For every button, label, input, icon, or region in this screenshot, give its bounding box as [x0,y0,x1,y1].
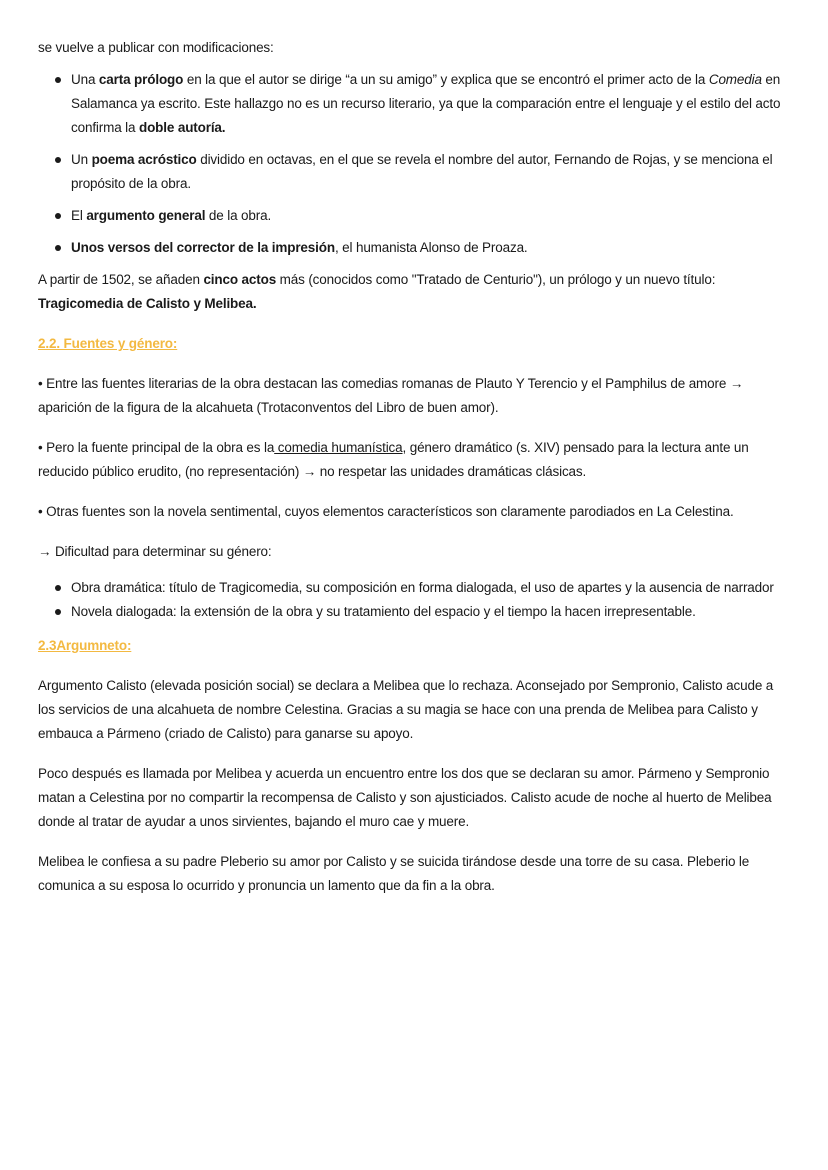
italic-run: Comedia [708,72,762,87]
paragraph-fuentes-3: • Otras fuentes son la novela sentimental, cuyos elementos característicos son claramente parodiados en La Celestina. [38,504,734,519]
text-run: • Pero la fuente principal de la obra es la [38,440,275,455]
intro-line: se vuelve a publicar con modificaciones: [38,40,274,55]
list-item [71,68,790,140]
bold-run: carta prólogo [98,72,184,87]
text-run: Un [71,152,92,167]
text-run: de la obra. [205,208,272,223]
paragraph-fuentes-2 [38,436,790,484]
genre-list [38,576,790,624]
list-item [71,236,790,260]
bold-run: cinco actos [203,272,277,287]
section-heading-fuentes: 2.2. Fuentes y género: [38,336,178,351]
section-heading-argumento: 2.3Argumneto: [38,638,132,653]
bold-run: Tragicomedia de Calisto y Melibea. [38,296,257,311]
paragraph-argumento-2: Poco después es llamada por Melibea y acuerda un encuentro entre los dos que se declaran su amor. Pármeno y Sempronio matan a Celestina por no compartir la recompensa de Calisto y son ajusticiados. Calisto acude de noche al huerto de Melibea donde al tratar de ayudar a unos sirvientes, bajando el muro cae y muere. [38,766,772,829]
paragraph-argumento-1: Argumento Calisto (elevada posición social) se declara a Melibea que lo rechaza. Aconsejado por Sempronio, Calisto acude a los servicios de una alcahueta de nombre Celestina. Gracias a su magia se hace con una prenda de Melibea para Calisto y embauca a Pármeno (criado de Calisto) para ganarse su apoyo. [38,678,774,741]
text-run: dividido en octavas, en el que se revela el nombre del autor, Fernando de Rojas, y se menciona el propósito de la obra. [71,152,773,191]
paragraph-dificultad: → Dificultad para determinar su género: [38,544,272,559]
list-item [71,204,790,228]
paragraph-fuentes-1: • Entre las fuentes literarias de la obra destacan las comedias romanas de Plauto Y Terencio y el Pamphilus de amore → aparición de la figura de la alcahueta (Trotaconventos del Libro de buen amor). [38,376,744,415]
bold-run: Unos versos del corrector de la impresión [71,240,335,255]
text-run: en Salamanca ya escrito. Este hallazgo no es un recurso literario, ya que la comparación entre el lenguaje y el estilo del acto confirma la [71,72,781,135]
text-run: más (conocidos como "Tratado de Centurio"), un prólogo y un nuevo título: [276,272,716,287]
bold-run: argumento general [86,208,206,223]
paragraph-additions [38,268,790,316]
paragraph-argumento-3: Melibea le confiesa a su padre Pleberio su amor por Calisto y se suicida tirándose desde una torre de su casa. Pleberio le comunica a su esposa lo ocurrido y pronuncia un lamento que da fin a la obra. [38,854,750,893]
bold-run: poema acróstico [91,152,197,167]
bold-run: doble autoría. [138,120,226,135]
list-item: Novela dialogada: la extensión de la obra y su tratamiento del espacio y el tiempo la hacen irrepresentable. [71,600,790,624]
modifications-list [38,68,790,260]
text-run: , el humanista Alonso de Proaza. [334,240,528,255]
list-item [71,148,790,196]
text-run: , género dramático (s. XIV) pensado para la lectura ante un reducido público erudito, (no representación) → no respetar las unidades dramáticas clásicas. [38,440,749,479]
underline-run: comedia humanística [274,440,403,455]
text-run: Una [71,72,99,87]
text-run: A partir de 1502, se añaden [38,272,204,287]
list-item: Obra dramática: título de Tragicomedia, su composición en forma dialogada, el uso de apartes y la ausencia de narrador [71,576,790,600]
text-run: El [71,208,87,223]
text-run: en la que el autor se dirige “a un su amigo” y explica que se encontró el primer acto de la [183,72,709,87]
